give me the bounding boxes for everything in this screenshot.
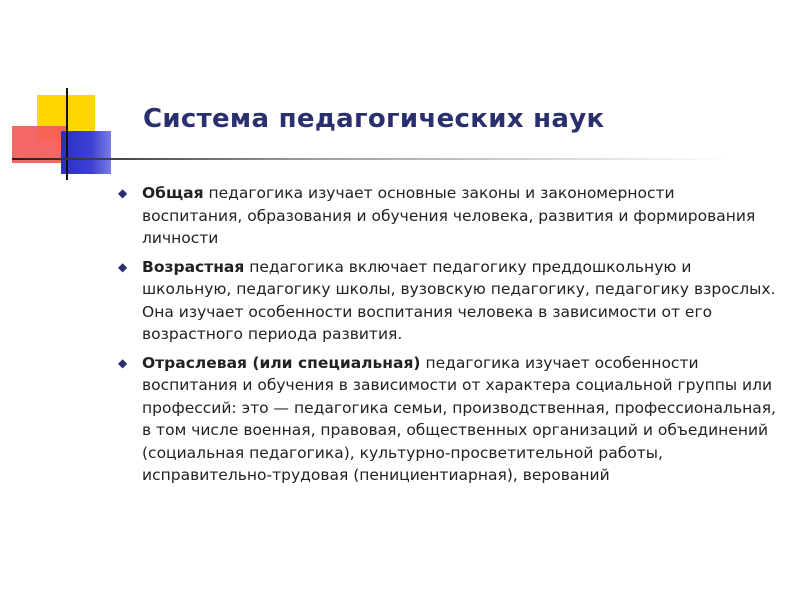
decorative-blue-square <box>61 131 111 174</box>
bullet-term: Общая <box>142 184 204 202</box>
bullet-text: педагогика изучает основные законы и закономерности воспитания, образования и обучения человека, развития и формирования личности <box>142 184 756 247</box>
decorative-vertical-line <box>66 88 68 180</box>
bullet-item-general <box>118 182 778 250</box>
bullet-item-branch <box>118 352 778 487</box>
bullet-marker-icon: ◆ <box>118 186 128 200</box>
bullet-list <box>118 182 778 493</box>
slide-title: Система педагогических наук <box>143 104 605 134</box>
bullet-term: Отраслевая (или специальная) <box>142 353 421 372</box>
bullet-marker-icon: ◆ <box>118 259 128 274</box>
bullet-term: Возрастная <box>142 257 245 276</box>
title-underline-divider <box>12 158 732 160</box>
bullet-text: педагогика изучает особенности воспитания и обучения в зависимости от характера социальной группы или профессий: это — педагогика семьи, производственная, профессиональная, в том числе военная, правовая, общественных организаций и объединений (социальная педагогика), культурно-просветительной работы, исправительно-трудовая (пенициентиарная), верований <box>142 353 776 484</box>
bullet-marker-icon: ◆ <box>118 355 128 370</box>
bullet-item-age <box>118 256 778 346</box>
bullet-text: педагогика включает педагогику преддошкольную и школьную, педагогику школы, вузовскую педагогику, педагогику взрослых. Она изучает особенности воспитания человека в зависимости от его возрастного периода развития. <box>142 257 776 343</box>
